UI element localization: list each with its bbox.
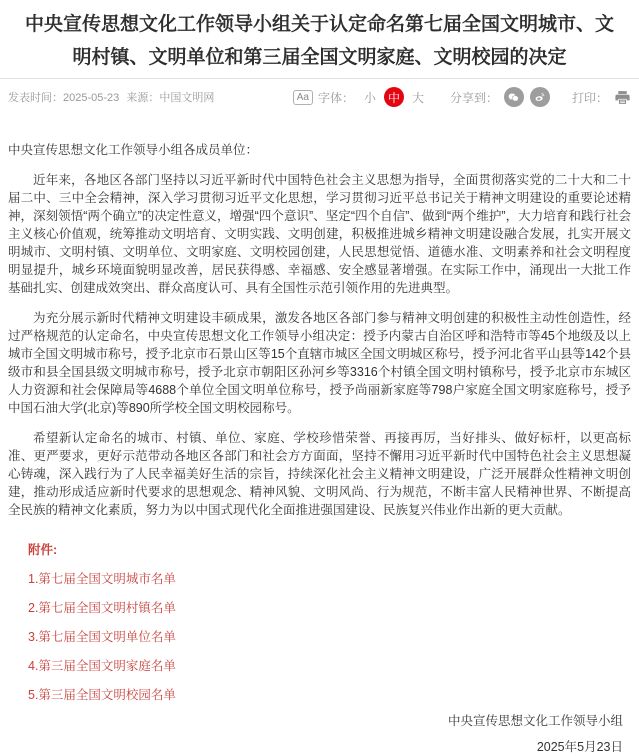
print-label: 打印： (571, 90, 608, 105)
publish-time-label: 发表时间： (8, 92, 63, 104)
attachments-label: 附件: (28, 543, 58, 557)
page-title: 中央宣传思想文化工作领导小组关于认定命名第七届全国文明城市、文明村镇、文明单位和第三届全国文明家庭、文明校园的决定 (24, 14, 614, 68)
source-value: 中国文明网 (159, 92, 215, 104)
signature-date: 2025年5月23日 (536, 740, 623, 754)
publish-time-value: 2025-05-23 (63, 92, 120, 104)
font-medium-button[interactable]: 中 (384, 87, 404, 107)
attachment-link-village-list[interactable]: 2.第七届全国文明村镇名单 (28, 601, 176, 615)
share-label: 分享到： (449, 90, 498, 105)
article-body (0, 141, 639, 756)
signature-org: 中央宣传思想文化工作领导小组 (447, 714, 623, 728)
attachment-link-city-list[interactable]: 1.第七届全国文明城市名单 (28, 572, 176, 586)
attachment-link-campus-list[interactable]: 5.第三届全国文明校园名单 (28, 688, 176, 702)
weibo-icon (533, 91, 546, 104)
weibo-share-icon[interactable] (530, 87, 550, 107)
meta-bar (0, 79, 639, 115)
attachment-link-unit-list[interactable]: 3.第七届全国文明单位名单 (28, 630, 176, 644)
attachment-link-family-list[interactable]: 4.第三届全国文明家庭名单 (28, 659, 176, 673)
wechat-share-icon[interactable] (504, 87, 524, 107)
body-paragraph-2: 为充分展示新时代精神文明建设丰硕成果，激发各地区各部门参与精神文明创建的积极性主动性创造性，经过严格规范的认定命名，中央宣传思想文化工作领导小组决定：授予内蒙古自治区呼和浩特市等45个地级及以上城市全国文明城市称号，授予北京市石景山区等15个直辖市城区全国文明城区称号，授予河北省平山县等142个县级市和县全国县级文明城市称号，授予北京市朝阳区孙河乡等3316个村镇全国文明村镇称号，授予北京市东城区人力资源和社会保障局等4688个单位全国文明单位称号，授予尚丽新家庭等798户家庭全国文明家庭称号，授予中国石油大学(北京)等890所学校全国文明校园称号。 (8, 311, 631, 415)
body-paragraph-3: 希望新认定命名的城市、村镇、单位、家庭、学校珍惜荣誉、再接再厉，当好排头、做好标杆，以更高标准、更严要求，更好示范带动各地区各部门和社会方方面面，坚持不懈用习近平新时代中国特色社会主义思想凝心铸魂，深入践行为了人民幸福美好生活的宗旨，持续深化社会主义精神文明建设，广泛开展群众性精神文明创建，推动形成适应新时代要求的思想观念、精神风貌、文明风尚、行为规范，不断丰富人民精神世界、不断提高全民族的精神文化素质，努力为以中国式现代化全面推进强国建设、民族复兴伟业作出新的更大贡献。 (8, 431, 631, 517)
print-icon[interactable] (614, 89, 631, 106)
attachments-section (8, 541, 631, 704)
font-small-button[interactable]: 小 (363, 90, 376, 105)
font-size-icon: Aa (293, 90, 313, 105)
article-meta (8, 89, 218, 105)
article-toolbar (293, 87, 631, 107)
source-label: 来源： (126, 92, 160, 104)
salutation: 中央宣传思想文化工作领导小组各成员单位： (8, 143, 259, 157)
signature-block (8, 712, 631, 756)
font-label: 字体： (317, 90, 354, 105)
wechat-icon (507, 91, 520, 104)
printer-icon (614, 89, 631, 106)
body-paragraph-1: 近年来，各地区各部门坚持以习近平新时代中国特色社会主义思想为指导，全面贯彻落实党的二十大和二十届二中、三中全会精神，深入学习贯彻习近平文化思想，学习贯彻习近平总书记关于精神文明建设的重要论述精神，深刻领悟“两个确立”的决定性意义，增强“四个意识”、坚定“四个自信”、做到“两个维护”，大力培育和践行社会主义核心价值观，统筹推动文明培育、文明实践、文明创建，积极推进城乡精神文明建设融合发展，扎实开展文明城市、文明村镇、文明单位、文明家庭、文明校园创建，人民思想觉悟、道德水准、文明素养和社会文明程度明显提升，城乡环境面貌明显改善，居民获得感、幸福感、安全感显著增强。在实际工作中，涌现出一大批工作基础扎实、创建成效突出、群众高度认可、具有全国性示范引领作用的先进典型。 (8, 173, 631, 295)
font-large-button[interactable]: 大 (411, 90, 424, 105)
